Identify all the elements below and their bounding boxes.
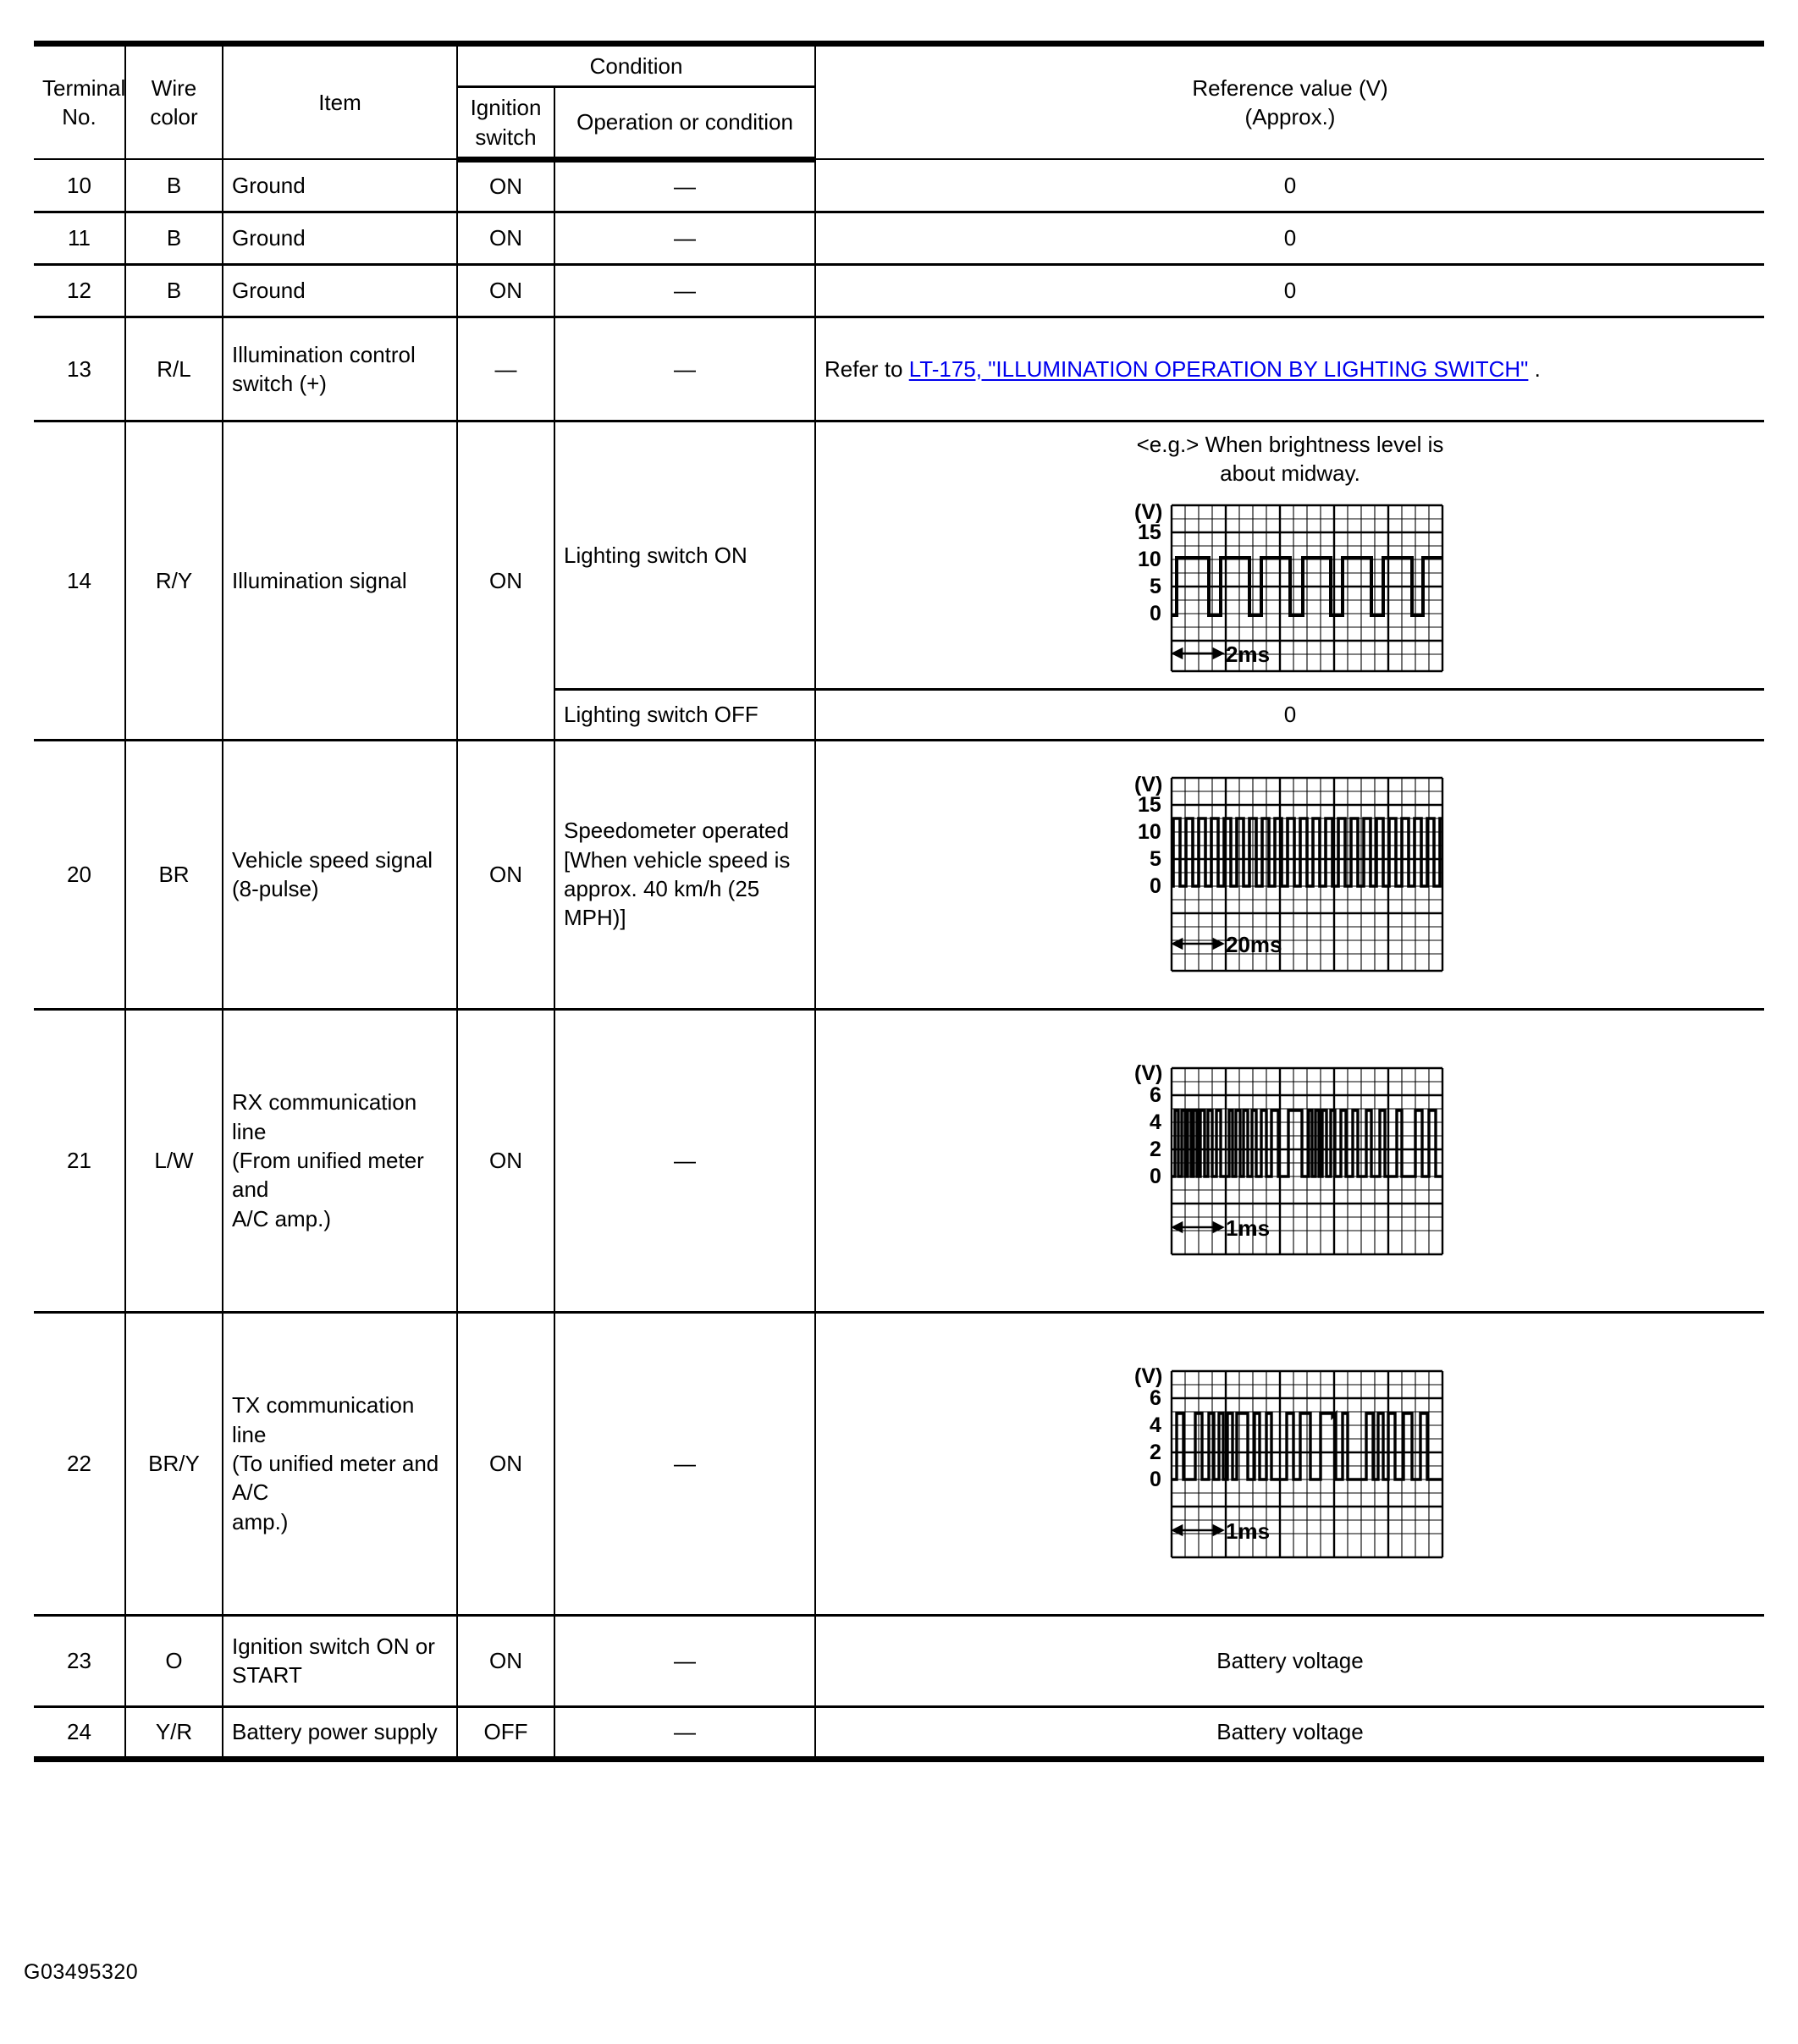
y-tick-15: 15 <box>1138 520 1161 544</box>
cell-ignition-switch: ON <box>457 1615 554 1706</box>
y-tick-2: 2 <box>1150 1138 1161 1162</box>
oscilloscope-display <box>1121 1058 1459 1261</box>
waveform-illumination-signal <box>825 497 1756 683</box>
y-tick-0: 0 <box>1150 601 1161 625</box>
y-tick-6: 6 <box>1150 1386 1161 1411</box>
cell-item: Ground <box>223 212 457 264</box>
waveform-svg <box>1121 768 1459 979</box>
header-ignition-switch <box>457 87 554 160</box>
cell-item <box>223 1009 457 1312</box>
cell-operation-line3: approx. 40 km/h (25 MPH)] <box>564 876 760 931</box>
header-item-label: Item <box>318 90 361 116</box>
cell-item: Illumination control switch (+) <box>223 317 457 421</box>
cell-wire-color: R/Y <box>125 421 223 740</box>
oscilloscope-display <box>1121 1361 1459 1564</box>
cell-wire-color: B <box>125 159 223 212</box>
time-marker-label: 1ms <box>1226 1518 1271 1545</box>
cell-terminal-no: 12 <box>34 264 125 317</box>
cell-terminal-no: 14 <box>34 421 125 740</box>
scope-note-line1: <e.g.> When brightness level is <box>1136 431 1444 457</box>
waveform-tx-communication-line <box>825 1358 1756 1569</box>
cell-item-line2: (From unified meter and <box>232 1147 424 1203</box>
y-tick-10: 10 <box>1138 820 1161 845</box>
header-row-1 <box>34 44 1764 87</box>
cell-operation: — <box>554 1009 815 1312</box>
cell-reference-value: Battery voltage <box>815 1615 1764 1706</box>
cell-wire-color: BR/Y <box>125 1312 223 1615</box>
header-wire-color <box>125 44 223 160</box>
reference-prefix: Refer to <box>825 355 909 382</box>
cell-operation: — <box>554 1312 815 1615</box>
y-tick-5: 5 <box>1150 574 1161 598</box>
header-ignition-switch-line2: switch <box>475 124 537 150</box>
cell-ignition-switch: ON <box>457 421 554 740</box>
y-tick-5: 5 <box>1150 847 1161 872</box>
cell-terminal-no: 10 <box>34 159 125 212</box>
cell-wire-color: Y/R <box>125 1706 223 1759</box>
cell-operation <box>554 740 815 1009</box>
terminal-reference-table <box>34 41 1764 1762</box>
header-terminal-no-line1: Terminal <box>42 74 126 101</box>
cell-terminal-no: 22 <box>34 1312 125 1615</box>
y-tick-15: 15 <box>1138 793 1161 818</box>
y-tick-6: 6 <box>1150 1083 1161 1108</box>
grid-minor <box>1172 505 1442 671</box>
cell-item <box>223 1615 457 1706</box>
table-row <box>34 1615 1764 1706</box>
cell-ignition-switch: ON <box>457 159 554 212</box>
table-row <box>34 1706 1764 1759</box>
cell-reference-value <box>815 317 1764 421</box>
cell-wire-color: L/W <box>125 1009 223 1312</box>
waveform-rx-communication-line <box>825 1055 1756 1266</box>
header-terminal-no-line2: No. <box>62 104 97 130</box>
cell-ignition-switch: — <box>457 317 554 421</box>
cell-reference-value: 0 <box>815 689 1764 740</box>
cell-item-line1: TX communication line <box>232 1392 415 1447</box>
table-row <box>34 317 1764 421</box>
y-tick-4: 4 <box>1150 1413 1161 1438</box>
time-marker-label: 2ms <box>1226 641 1271 667</box>
header-wire-color-line2: color <box>150 104 198 130</box>
y-tick-4: 4 <box>1150 1110 1161 1135</box>
y-tick-0: 0 <box>1150 1468 1161 1492</box>
cell-operation: — <box>554 317 815 421</box>
cell-item-line1: Ignition switch ON or <box>232 1633 435 1659</box>
waveform-svg <box>1121 500 1459 678</box>
cell-item-line2: START <box>232 1662 302 1689</box>
table-header <box>34 44 1764 160</box>
cell-operation: Lighting switch ON <box>554 421 815 689</box>
cell-item-line1: RX communication line <box>232 1089 417 1144</box>
cell-reference-value: 0 <box>815 264 1764 317</box>
cell-reference-value <box>815 1009 1764 1312</box>
cell-wire-color: BR <box>125 740 223 1009</box>
header-condition-label: Condition <box>589 53 683 79</box>
cell-item: Ground <box>223 264 457 317</box>
time-marker <box>1173 649 1222 658</box>
reference-link[interactable]: LT-175, "ILLUMINATION OPERATION BY LIGHTING SWITCH" <box>908 355 1529 382</box>
cell-item-line3: A/C amp.) <box>232 1205 332 1231</box>
cell-reference-value: 0 <box>815 159 1764 212</box>
cell-reference-value <box>815 1312 1764 1615</box>
cell-ignition-switch: ON <box>457 1312 554 1615</box>
table-body <box>34 159 1764 1759</box>
y-tick-10: 10 <box>1138 547 1161 571</box>
cell-operation: — <box>554 212 815 264</box>
cell-operation: — <box>554 1706 815 1759</box>
cell-operation-line2: [When vehicle speed is <box>564 846 791 873</box>
table-row <box>34 212 1764 264</box>
waveform-svg <box>1121 1361 1459 1564</box>
reference-suffix: . <box>1528 355 1541 382</box>
cell-operation: — <box>554 1615 815 1706</box>
cell-operation-line1: Speedometer operated <box>564 818 789 844</box>
scope-note <box>825 431 1756 488</box>
cell-operation: Lighting switch OFF <box>554 689 815 740</box>
cell-wire-color: B <box>125 212 223 264</box>
waveform-svg <box>1121 1058 1459 1261</box>
table-row <box>34 1312 1764 1615</box>
table-row <box>34 264 1764 317</box>
cell-wire-color: R/L <box>125 317 223 421</box>
cell-item-line2: (8-pulse) <box>232 876 319 902</box>
table-row <box>34 421 1764 689</box>
y-tick-2: 2 <box>1150 1441 1161 1465</box>
y-axis-unit-label: (V) <box>1134 1364 1163 1389</box>
header-condition <box>457 44 815 87</box>
cell-terminal-no: 20 <box>34 740 125 1009</box>
oscilloscope-display <box>1121 768 1459 979</box>
cell-reference-value <box>815 740 1764 1009</box>
oscilloscope-display <box>1121 500 1459 678</box>
cell-ignition-switch: ON <box>457 212 554 264</box>
cell-item: Battery power supply <box>223 1706 457 1759</box>
y-axis-unit-label: (V) <box>1134 499 1163 524</box>
y-axis-unit-label: (V) <box>1134 773 1163 797</box>
cell-reference-value: Battery voltage <box>815 1706 1764 1759</box>
header-reference-value-line2: (Approx.) <box>1244 104 1336 130</box>
waveform-vehicle-speed-signal <box>825 764 1756 984</box>
cell-terminal-no: 13 <box>34 317 125 421</box>
cell-wire-color: O <box>125 1615 223 1706</box>
time-marker-label: 20ms <box>1226 932 1282 958</box>
cell-terminal-no: 11 <box>34 212 125 264</box>
header-terminal-no <box>34 44 125 160</box>
header-operation-or-condition-label: Operation or condition <box>576 109 793 135</box>
cell-item-line1: Vehicle speed signal <box>232 846 433 873</box>
cell-item <box>223 1312 457 1615</box>
cell-operation: — <box>554 159 815 212</box>
time-marker-label: 1ms <box>1226 1215 1271 1242</box>
waveform-trace <box>1172 818 1442 886</box>
header-item <box>223 44 457 160</box>
figure-code: G03495320 <box>24 1960 139 1984</box>
header-wire-color-line1: Wire <box>151 74 197 101</box>
cell-wire-color: B <box>125 264 223 317</box>
cell-item: Ground <box>223 159 457 212</box>
cell-item <box>223 740 457 1009</box>
y-axis-unit-label: (V) <box>1134 1061 1163 1086</box>
cell-ignition-switch: ON <box>457 264 554 317</box>
table-row <box>34 159 1764 212</box>
cell-terminal-no: 21 <box>34 1009 125 1312</box>
cell-reference-value: 0 <box>815 212 1764 264</box>
cell-operation: — <box>554 264 815 317</box>
header-ignition-switch-line1: Ignition <box>470 95 542 121</box>
scope-note-line2: about midway. <box>1220 460 1360 486</box>
cell-item: Illumination signal <box>223 421 457 740</box>
header-reference-value <box>815 44 1764 160</box>
cell-ignition-switch: ON <box>457 740 554 1009</box>
y-tick-0: 0 <box>1150 874 1161 899</box>
cell-terminal-no: 23 <box>34 1615 125 1706</box>
table-row <box>34 740 1764 1009</box>
cell-terminal-no: 24 <box>34 1706 125 1759</box>
cell-item-line2: (To unified meter and A/C <box>232 1450 439 1506</box>
header-reference-value-line1: Reference value (V) <box>1192 74 1388 101</box>
y-tick-0: 0 <box>1150 1165 1161 1189</box>
cell-reference-value <box>815 421 1764 689</box>
cell-item-line3: amp.) <box>232 1508 289 1534</box>
header-operation-or-condition <box>554 87 815 160</box>
table-row <box>34 1009 1764 1312</box>
cell-ignition-switch: ON <box>457 1009 554 1312</box>
cell-ignition-switch: OFF <box>457 1706 554 1759</box>
